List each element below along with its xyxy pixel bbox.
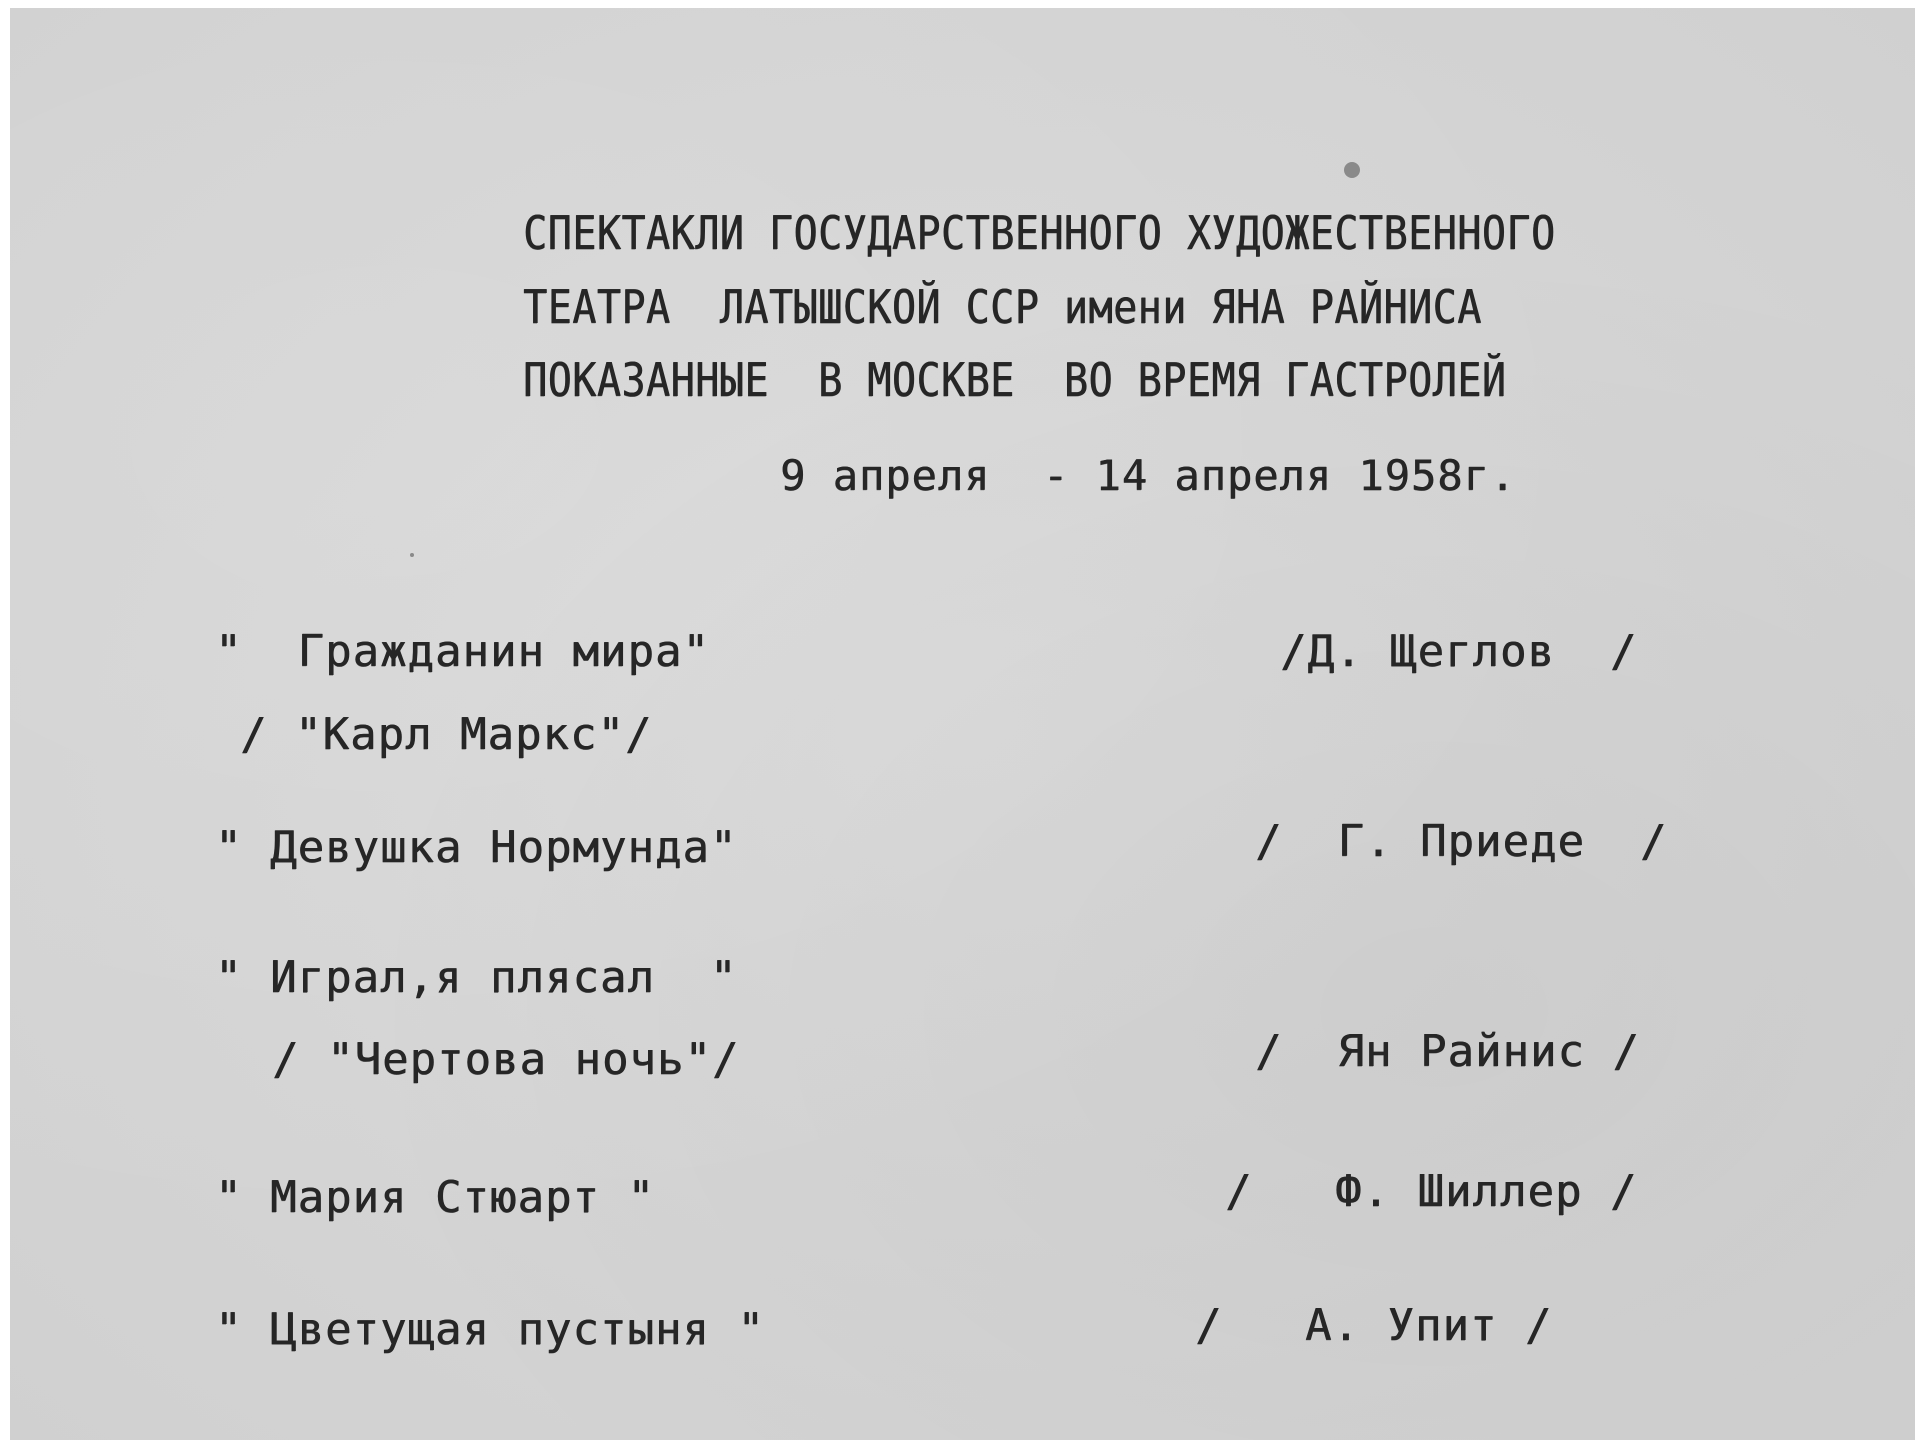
tour-dates: 9 апреля - 14 апреля 1958г. <box>780 451 1517 500</box>
ink-speck <box>1344 162 1360 178</box>
play-subtitle: / "Чертова ночь"/ <box>272 1034 740 1085</box>
play-title: " Девушка Нормунда" <box>215 822 738 873</box>
play-subtitle: / "Карл Маркс"/ <box>240 709 653 760</box>
ink-speck <box>410 553 414 557</box>
heading-line-3: ПОКАЗАННЫЕ В МОСКВЕ ВО ВРЕМЯ ГАСТРОЛЕЙ <box>523 354 1507 408</box>
typed-document-sheet <box>10 8 1915 1440</box>
play-title: " Цветущая пустыня " <box>215 1304 765 1355</box>
play-author: / Ян Райнис / <box>1255 1026 1640 1077</box>
play-author: /Д. Щеглов / <box>1280 626 1638 677</box>
play-author: / А. Упит / <box>1195 1300 1553 1351</box>
heading-line-2: ТЕАТРА ЛАТЫШСКОЙ ССР имени ЯНА РАЙНИСА <box>523 281 1482 335</box>
play-title: " Мария Стюарт " <box>215 1172 655 1223</box>
play-title: " Играл,я плясал " <box>215 952 738 1003</box>
heading-line-1: СПЕКТАКЛИ ГОСУДАРСТВЕННОГО ХУДОЖЕСТВЕННОГО <box>523 207 1556 261</box>
play-author: / Ф. Шиллер / <box>1225 1166 1638 1217</box>
play-author: / Г. Приеде / <box>1255 816 1668 867</box>
play-title: " Гражданин мира" <box>215 626 710 677</box>
